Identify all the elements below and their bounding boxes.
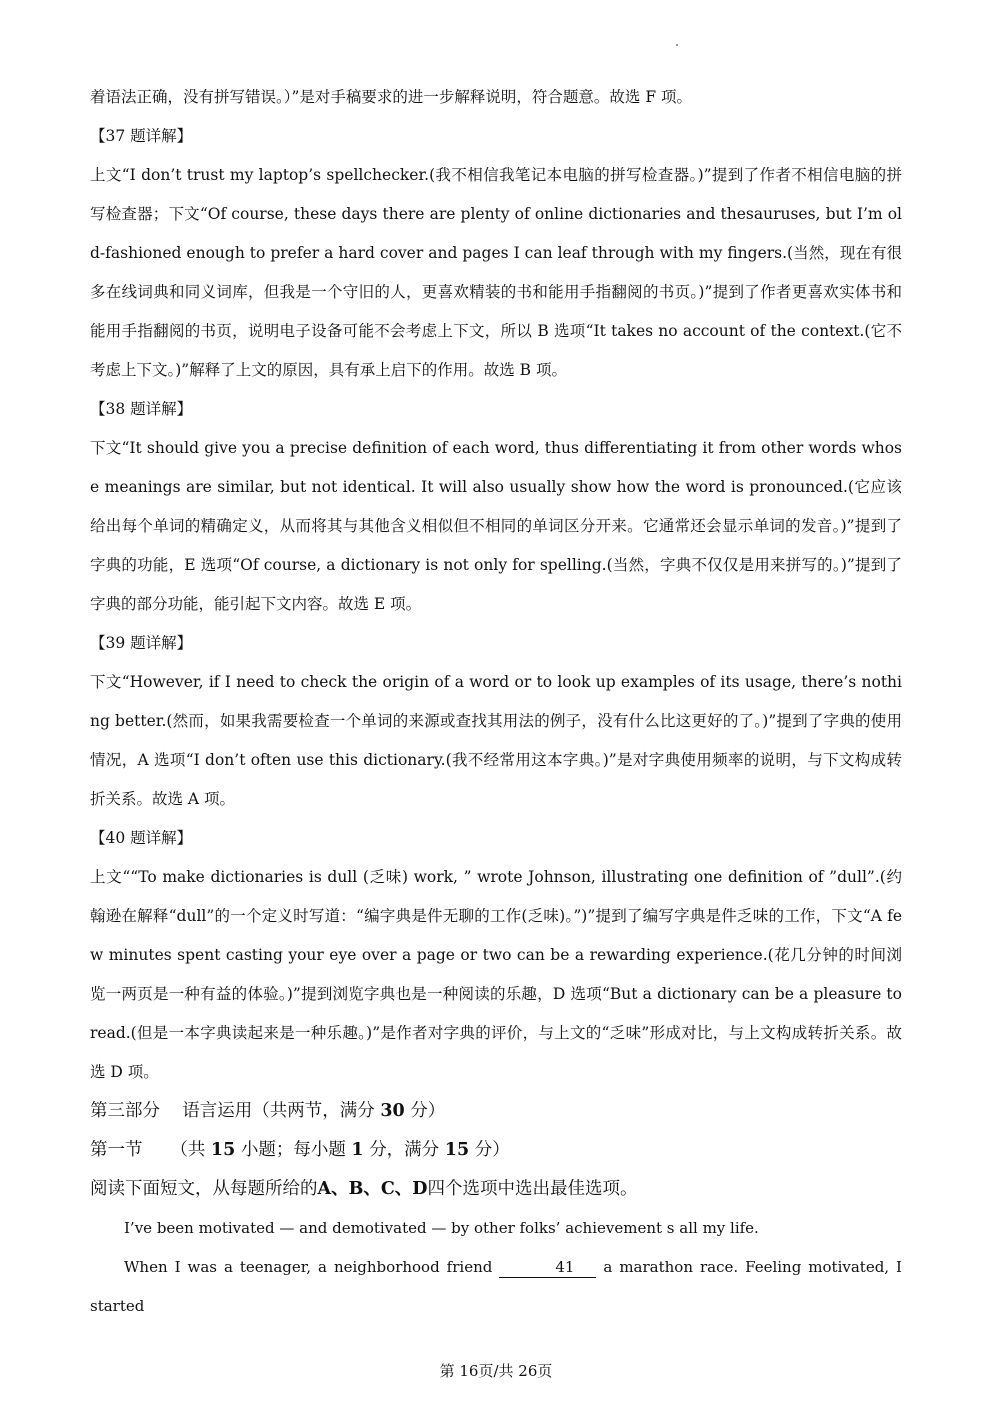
heading-37: 【37 题详解】 <box>90 127 193 145</box>
heading-40: 【40 题详解】 <box>90 829 193 847</box>
section-three-end: 分） <box>410 1101 446 1121</box>
section-three-title <box>90 1092 902 1131</box>
section-three-score: 30 <box>380 1101 405 1121</box>
passage-line-2-start: When I was a teenager, a neighborhood friend <box>124 1258 493 1276</box>
section-one-count: 15 <box>210 1140 236 1160</box>
section-one-text-d: 分） <box>474 1140 510 1160</box>
paragraph-40: 上文““To make dictionaries is dull (乏味) work, ” wrote Johnson, illustrating one definition of ”dull”.(约翰逊在解释“dull”的一个定义时写道：“编字典是件无聊的工作(乏味)。”)”提到了编写字典是件乏味的工作，下文“A few minutes spent casting your eye over a page or two can be a rewarding experience.(花几分钟的时间浏览一两页是一种有益的体验。)”提到浏览字典也是一种阅读的乐趣，D 选项“But a dictionary can be a pleasure to read.(但是一本字典读起来是一种乐趣。)”是作者对字典的评价，与上文的“乏味”形成对比，与上文构成转折关系。故选 D 项。 <box>90 868 902 1081</box>
section-one-text-a: （共 <box>170 1140 206 1160</box>
paragraph-38: 下文“It should give you a precise definition of each word, thus differentiating it from other words whose meanings are similar, but not identical. It will also usually show how the word is pronounced.(它应该给出每个单词的精确定义，从而将其与其他含义相似但不相同的单词区分开来。它通常还会显示单词的发音。)”提到了字典的功能，E 选项“Of course, a dictionary is not only for spelling.(当然，字典不仅仅是用来拼写的。)”提到了字典的部分功能，能引起下文内容。故选 E 项。 <box>90 439 902 613</box>
passage-line-2 <box>90 1248 902 1326</box>
instruction-line <box>90 1170 902 1209</box>
heading-39: 【39 题详解】 <box>90 634 193 652</box>
document-body <box>90 78 902 1326</box>
section-one-label: 第一节 <box>90 1140 143 1160</box>
section-one-title <box>90 1131 902 1170</box>
instruction-options: A、B、C、D <box>317 1179 428 1199</box>
passage-line-2-end: a marathon race. Feeling motivated, I started <box>90 1258 902 1315</box>
section-one-text-c: 分，满分 <box>369 1140 440 1160</box>
section-one-text-b: 小题；每小题 <box>240 1140 346 1160</box>
paragraph-37: 上文“I don’t trust my laptop’s spellchecker.(我不相信我笔记本电脑的拼写检查器。)”提到了作者不相信电脑的拼写检查器；下文“Of course, these days there are plenty of online dictionaries and thesauruses, but I’m old-fashioned enough to prefer a hard cover and pages I can leaf through with my fingers.(当然，现在有很多在线词典和同义词库，但我是一个守旧的人，更喜欢精装的书和能用手指翻阅的书页。)”提到了作者更喜欢实体书和能用手指翻阅的书页，说明电子设备可能不会考虑上下文，所以 B 选项“It takes no account of the context.(它不考虑上下文。)”解释了上文的原因，具有承上启下的作用。故选 B 项。 <box>90 166 902 379</box>
paragraph-36-tail: 着语法正确，没有拼写错误。）”是对手稿要求的进一步解释说明，符合题意。故选 F 项。 <box>90 88 693 106</box>
instruction-text-b: 四个选项中选出最佳选项。 <box>427 1179 638 1199</box>
section-one-each: 1 <box>351 1140 364 1160</box>
paragraph-39: 下文“However, if I need to check the origin of a word or to look up examples of its usage, there’s nothing better.(然而，如果我需要检查一个单词的来源或查找其用法的例子，没有什么比这更好的了。)”提到了字典的使用情况，A 选项“I don’t often use this dictionary.(我不经常用这本字典。)”是对字典使用频率的说明，与下文构成转折关系。故选 A 项。 <box>90 673 902 808</box>
section-three-part: 第三部分 <box>90 1101 160 1121</box>
blank-41: 41 <box>499 1257 596 1278</box>
heading-38: 【38 题详解】 <box>90 400 193 418</box>
section-one-total: 15 <box>444 1140 470 1160</box>
speck-mark <box>676 44 678 46</box>
passage-line-1: I’ve been motivated — and demotivated — by other folks’ achievement s all my life. <box>124 1219 759 1237</box>
section-three-desc: 语言运用（共两节，满分 <box>182 1101 375 1121</box>
page-footer: 第 16页/共 26页 <box>439 1362 553 1380</box>
instruction-text-a: 阅读下面短文，从每题所给的 <box>90 1179 318 1199</box>
